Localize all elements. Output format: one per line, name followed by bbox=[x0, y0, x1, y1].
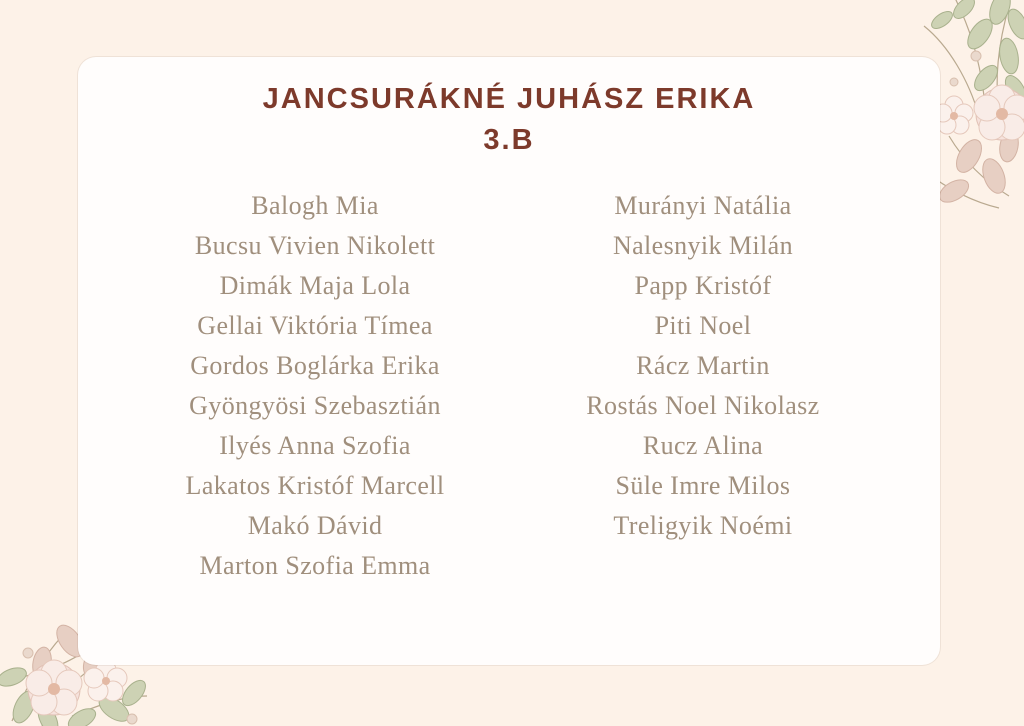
list-item: Gordos Boglárka Erika bbox=[190, 351, 440, 381]
list-item: Ilyés Anna Szofia bbox=[219, 431, 411, 461]
name-column-right bbox=[524, 186, 882, 586]
title-block bbox=[78, 57, 940, 160]
list-item: Treligyik Noémi bbox=[613, 511, 793, 541]
list-item: Gyöngyösi Szebasztián bbox=[189, 391, 441, 421]
list-item: Makó Dávid bbox=[247, 511, 383, 541]
class-subtitle: 3.B bbox=[483, 124, 535, 157]
list-item: Nalesnyik Milán bbox=[612, 231, 793, 261]
list-item: Gellai Viktória Tímea bbox=[197, 311, 433, 341]
list-item: Lakatos Kristóf Marcell bbox=[185, 471, 445, 501]
list-item: Süle Imre Milos bbox=[615, 471, 791, 501]
list-item: Rácz Martin bbox=[636, 351, 770, 381]
list-item: Papp Kristóf bbox=[634, 271, 772, 301]
list-item: Bucsu Vivien Nikolett bbox=[194, 231, 436, 261]
page-title: JANCSURÁKNÉ JUHÁSZ ERIKA bbox=[262, 83, 756, 115]
name-column-left bbox=[136, 186, 494, 586]
list-item: Dimák Maja Lola bbox=[219, 271, 411, 301]
name-list-card bbox=[78, 57, 940, 665]
list-item: Rucz Alina bbox=[642, 431, 764, 461]
name-columns bbox=[78, 160, 940, 586]
list-item: Rostás Noel Nikolasz bbox=[586, 391, 820, 421]
list-item: Piti Noel bbox=[654, 311, 752, 341]
list-item: Murányi Natália bbox=[614, 191, 792, 221]
list-item: Marton Szofia Emma bbox=[199, 551, 431, 581]
list-item: Balogh Mia bbox=[251, 191, 379, 221]
